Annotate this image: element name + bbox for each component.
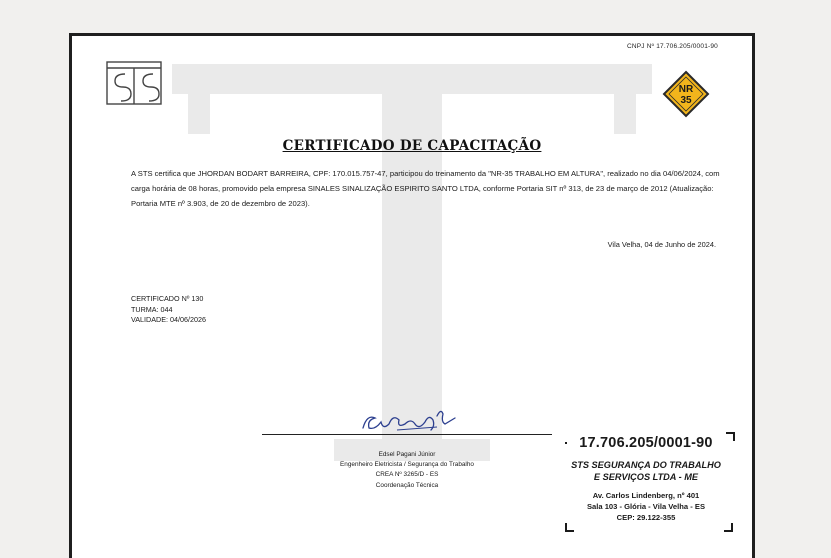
signature-line	[262, 434, 552, 435]
stamp-address	[557, 490, 735, 523]
certificate-class: TURMA: 044	[131, 304, 173, 314]
stamp-address-line2: Sala 103 - Glória - Vila Velha - ES	[586, 502, 706, 511]
certificate-info	[131, 294, 206, 326]
sts-logo-icon	[105, 60, 163, 106]
stamp-address-line1: Av. Carlos Lindenberg, nº 401	[592, 491, 700, 500]
signer-department: Coordenação Técnica	[375, 481, 439, 489]
stamp-cnpj: 17.706.205/0001-90	[579, 435, 713, 451]
badge-label-nr: NR	[678, 84, 694, 95]
stamp-address-line3: CEP: 29.122-355	[616, 513, 676, 522]
certificate-number: CERTIFICADO Nº 130	[131, 294, 204, 303]
company-stamp	[557, 432, 735, 532]
certificate-validity: VALIDADE: 04/06/2026	[131, 315, 206, 324]
nr35-badge-icon	[662, 70, 710, 118]
place-date: Vila Velha, 04 de Junho de 2024.	[607, 240, 716, 249]
signer-block	[307, 450, 507, 491]
stamp-company-line2: E SERVIÇOS LTDA - ME	[593, 472, 699, 482]
certificate-body: A STS certifica que JHORDAN BODART BARREIRA, CPF: 170.015.757-47, participou do treinamento da "NR-35 TRABALHO EM ALTURA", realizado no dia 04/06/2024, com carga horária de 08 horas, promovido pela empresa SINALES SINALIZAÇÃO ESPIRITO SANTO LTDA, conforme Portaria SIT nº 313, de 23 de março de 2012 (Atualização: Portaria MTE nº 3.903, de 20 de dezembro de 2023).	[131, 169, 720, 208]
stamp-corner-icon	[565, 523, 574, 532]
header-cnpj: CNPJ Nº 17.706.205/0001-90	[626, 43, 718, 50]
certificate-page	[69, 33, 755, 558]
handwritten-signature	[357, 404, 467, 436]
signer-name: Edsel Pagani Júnior	[378, 451, 436, 458]
signer-role: Engenheiro Eletricista / Segurança do Trabalho	[340, 461, 474, 469]
badge-label-number: 35	[680, 95, 692, 106]
signer-crea: CREA Nº 3265/D - ES	[375, 471, 439, 479]
stamp-company-line1: STS SEGURANÇA DO TRABALHO	[571, 460, 721, 470]
certificate-title: CERTIFICADO DE CAPACITAÇÃO	[282, 138, 542, 154]
stamp-corner-icon	[724, 523, 733, 532]
stamp-company-name	[557, 459, 735, 483]
